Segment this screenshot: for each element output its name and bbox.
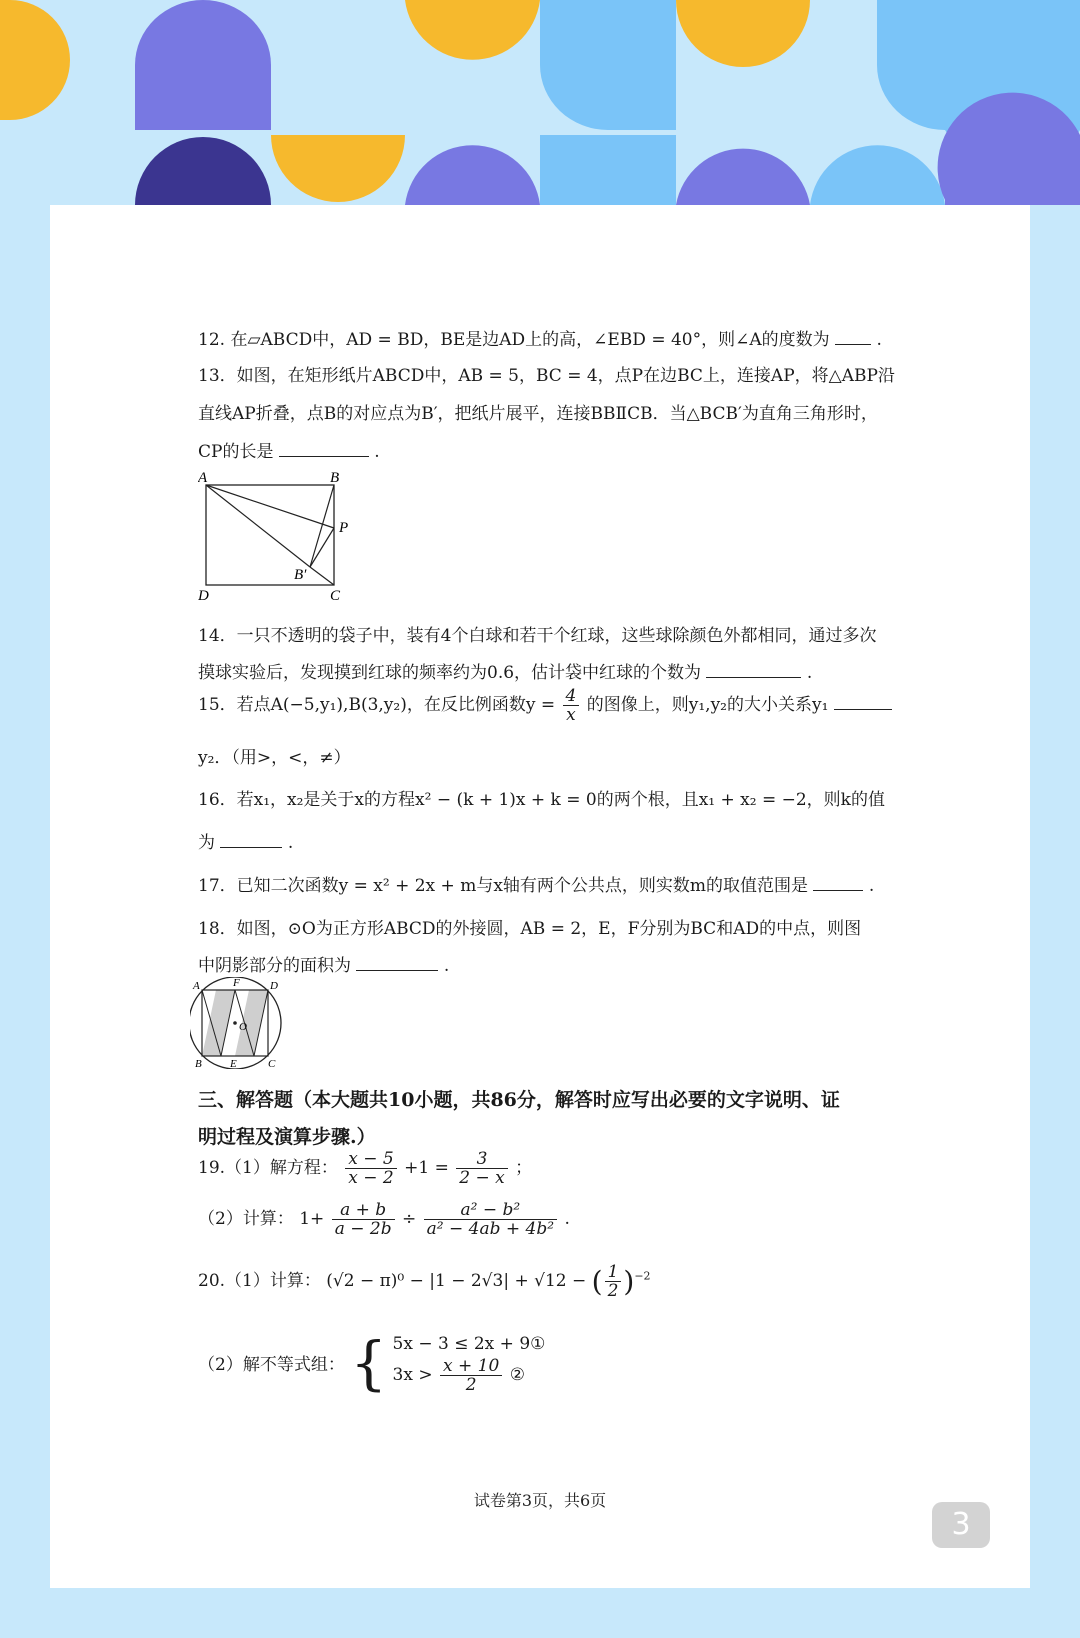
page-footer: 试卷第3页，共6页 — [473, 1491, 607, 1510]
question-12 — [198, 325, 882, 350]
q19-p2-frac1 — [332, 1201, 395, 1238]
q19-frac1 — [345, 1150, 396, 1187]
section-3-heading-line1: 三、解答题（本大题共10小题，共86分，解答时应写出必要的文字说明、证 — [198, 1089, 840, 1111]
paren-left: ( — [591, 1265, 603, 1298]
answer-blank — [356, 956, 438, 971]
q20-frac — [605, 1263, 622, 1300]
q19-p2-label: （2）计算： — [198, 1209, 294, 1229]
label-d: D — [270, 980, 278, 992]
q12-number: 12. — [198, 330, 226, 350]
segment-bb-prime — [310, 485, 334, 567]
numerator: x − 5 — [345, 1150, 396, 1169]
q19-frac2 — [456, 1150, 507, 1187]
label-b-prime: B′ — [294, 567, 307, 583]
q17-text: 17．已知二次函数y = x² + 2x + m与x轴有两个公共点，则实数m的取值范围是 — [198, 876, 809, 896]
q20-exponent: −2 — [634, 1269, 651, 1283]
answer-blank — [813, 876, 863, 891]
label-o: O — [239, 1021, 247, 1033]
denominator: a − 2b — [334, 1219, 392, 1239]
ineq2-fraction — [440, 1357, 502, 1394]
question-15-line2: y₂．（用>，<，≠） — [198, 748, 351, 768]
question-20-part2 — [198, 1328, 546, 1397]
q19-p2-pre: 1+ — [299, 1209, 325, 1229]
segment-b-prime-c — [310, 567, 334, 585]
q19-p2-end: . — [564, 1209, 570, 1229]
q20-p1-label: 20.（1）计算： — [198, 1271, 321, 1291]
inequality-2 — [393, 1357, 546, 1394]
answer-blank — [835, 330, 871, 345]
q19-p2-frac2 — [424, 1201, 557, 1238]
brace: { — [350, 1328, 388, 1397]
answer-blank — [706, 663, 801, 678]
q15-fraction — [563, 687, 580, 724]
q19-p1-label: 19.（1）解方程： — [198, 1158, 338, 1178]
exam-page — [50, 205, 1030, 1588]
label-e: E — [230, 1058, 237, 1069]
numerator: a² − b² — [424, 1201, 557, 1220]
numerator: 3 — [456, 1150, 507, 1169]
question-16-line2 — [198, 828, 293, 853]
q15-numerator: 4 — [563, 687, 580, 706]
q18-end: . — [443, 956, 450, 976]
q14-text: 摸球实验后，发现摸到红球的频率约为0.6，估计袋中红球的个数为 — [198, 663, 702, 683]
label-b: B — [195, 1058, 202, 1069]
label-f: F — [233, 977, 240, 989]
label-c: C — [330, 588, 341, 600]
denominator: 2 — [465, 1375, 477, 1395]
answer-blank — [220, 833, 282, 848]
q20-p1-expr: (√2 − π)⁰ − |1 − 2√3| + √12 − — [326, 1271, 587, 1291]
numerator: x + 10 — [440, 1357, 502, 1376]
inequality-system — [393, 1331, 546, 1394]
q13-end: . — [374, 442, 380, 462]
q13-text: CP的长是 — [198, 442, 274, 462]
segment-b-prime-p — [310, 528, 334, 567]
q15-pre: 15．若点A(−5,y₁),B(3,y₂)，在反比例函数y = — [198, 695, 556, 715]
q19-p1-end: ； — [515, 1158, 533, 1178]
question-19-part1 — [198, 1150, 532, 1187]
q16-end: . — [287, 833, 294, 853]
q17-end: . — [868, 876, 875, 896]
question-15-line1 — [198, 687, 892, 724]
answer-blank — [834, 695, 892, 710]
q12-end: . — [876, 330, 882, 350]
label-p: P — [339, 520, 349, 536]
ineq2-left: 3x > — [392, 1365, 433, 1385]
q15-denominator: x — [566, 705, 576, 725]
label-a: A — [193, 980, 200, 992]
question-13-line3 — [198, 437, 380, 462]
question-14-line1: 14．一只不透明的袋子中，装有4个白球和若干个红球，这些球除颜色外都相同，通过多次 — [198, 626, 877, 646]
question-13-line1: 13．如图，在矩形纸片ABCD中，AB = 5，BC = 4，点P在边BC上，连接AP，将△ABP沿 — [198, 366, 895, 386]
question-18-line1: 18．如图，⊙O为正方形ABCD的外接圆，AB = 2，E，F分别为BC和AD的中点，则图 — [198, 919, 862, 939]
numerator: 1 — [605, 1263, 622, 1282]
label-b: B — [330, 470, 340, 486]
question-19-part2 — [198, 1201, 570, 1238]
q14-end: . — [806, 663, 813, 683]
question-16-line1: 16．若x₁，x₂是关于x的方程x² − (k + 1)x + k = 0的两个根，且x₁ + x₂ = −2，则k的值 — [198, 790, 885, 810]
question-18-line2 — [198, 951, 449, 976]
page-number-badge: 3 — [932, 1502, 990, 1548]
label-d: D — [198, 588, 209, 600]
label-a: A — [198, 470, 208, 486]
segment-ab-prime — [206, 485, 310, 567]
center-o — [233, 1021, 237, 1025]
question-14-line2 — [198, 658, 812, 683]
section-3-heading-line2: 明过程及演算步骤.） — [198, 1126, 376, 1148]
denominator: a² − 4ab + 4b² — [426, 1219, 555, 1239]
denominator: 2 — [607, 1281, 619, 1301]
question-13-line2: 直线AP折叠，点B的对应点为B′，把纸片展平，连接BBⅡCB．当△BCB′为直角三角形时， — [198, 404, 878, 424]
q13-rectangle-figure — [198, 470, 368, 600]
decorative-banner — [0, 0, 1080, 205]
inequality-1: 5x − 3 ≤ 2x + 9① — [392, 1334, 546, 1354]
q18-text: 中阴影部分的面积为 — [198, 956, 351, 976]
q18-circle-figure — [190, 977, 300, 1069]
denominator: 2 − x — [459, 1168, 505, 1188]
denominator: x − 2 — [348, 1168, 394, 1188]
label-c: C — [268, 1058, 276, 1069]
q19-p2-div: ÷ — [402, 1209, 417, 1229]
q19-p1-mid: +1 = — [404, 1158, 449, 1178]
segment-ap — [206, 485, 334, 528]
q15-post: 的图像上，则y₁,y₂的大小关系y₁ — [586, 695, 829, 715]
ineq2-mark: ② — [509, 1365, 525, 1385]
paren-right: ) — [623, 1265, 635, 1298]
answer-blank — [279, 442, 369, 457]
q16-text: 为 — [198, 833, 215, 853]
question-17 — [198, 871, 874, 896]
q12-text: 在▱ABCD中，AD = BD，BE是边AD上的高，∠EBD = 40°，则∠A的度数为 — [230, 330, 830, 350]
q20-p2-label: （2）解不等式组： — [198, 1355, 345, 1375]
numerator: a + b — [332, 1201, 395, 1220]
question-20-part1 — [198, 1263, 651, 1300]
